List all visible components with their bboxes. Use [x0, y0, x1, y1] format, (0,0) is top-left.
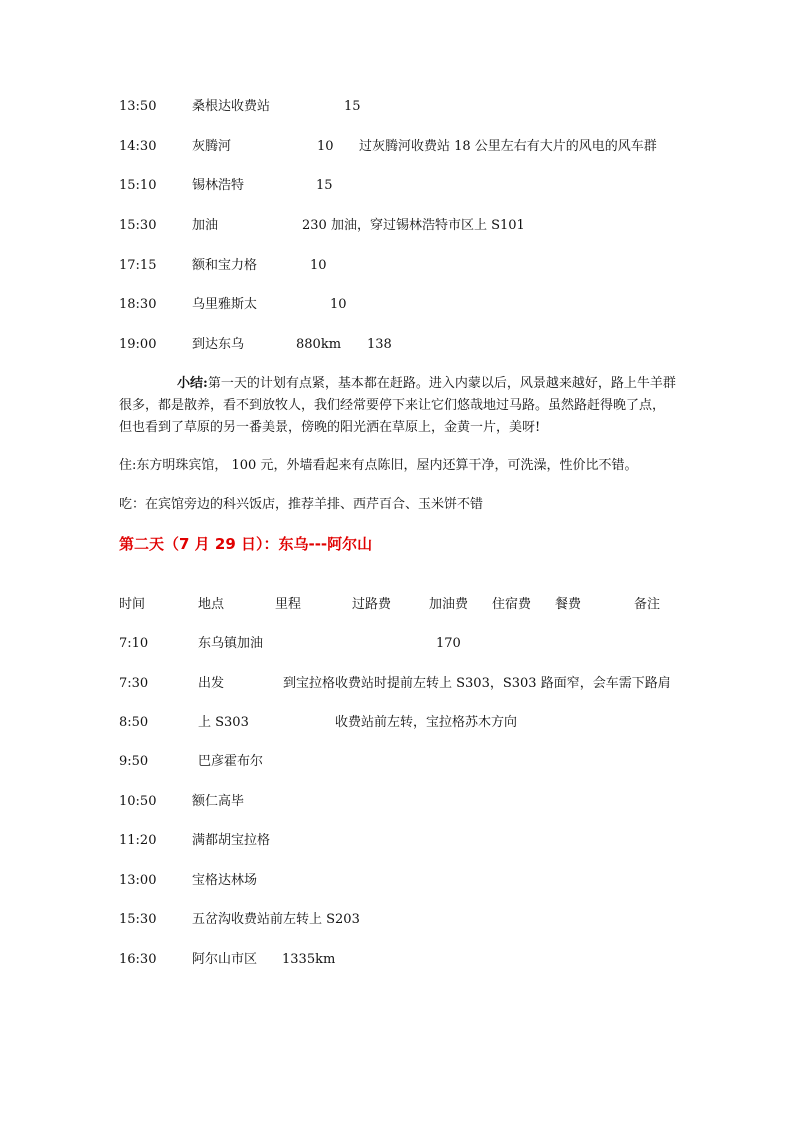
row-place: 额和宝力格 [192, 258, 258, 273]
row-time: 14:30 [119, 139, 157, 154]
row-time: 15:30 [119, 218, 157, 233]
row-value: 10 [317, 139, 334, 154]
row-place: 加油 [192, 218, 219, 233]
column-header-place: 地点 [198, 597, 225, 612]
row-value: 15 [344, 99, 361, 114]
row-value: 230 加油，穿过锡林浩特市区上 S101 [302, 218, 525, 233]
row-place: 出发 [198, 676, 225, 691]
row-place: 灰腾河 [192, 139, 232, 154]
row-place: 锡林浩特 [192, 178, 245, 193]
eat-info: 吃：在宾馆旁边的科兴饭店，推荐羊排、西芹百合、玉米饼不错 [119, 497, 484, 512]
row-place: 乌里雅斯太 [192, 297, 258, 312]
row-place: 到达东乌 [192, 337, 245, 352]
row-place: 五岔沟收费站前左转上 S203 [192, 912, 360, 927]
row-place: 宝格达林场 [192, 873, 258, 888]
row-time: 13:00 [119, 873, 157, 888]
day2-heading: 第二天（7 月 29 日）：东乌---阿尔山 [119, 535, 373, 553]
row-extra: 1335km [282, 952, 336, 967]
row-time: 8:50 [119, 715, 149, 730]
row-place: 额仁高毕 [192, 794, 245, 809]
row-extra: 收费站前左转，宝拉格苏木方向 [335, 715, 518, 730]
row-place: 上 S303 [198, 715, 249, 730]
row-time: 11:20 [119, 833, 157, 848]
row-time: 7:10 [119, 636, 149, 651]
row-value: 880km [296, 337, 342, 352]
row-place: 阿尔山市区 [192, 952, 258, 967]
row-place: 东乌镇加油 [198, 636, 264, 651]
row-value: 10 [330, 297, 347, 312]
summary-paragraph [119, 373, 677, 439]
row-place: 桑根达收费站 [192, 99, 271, 114]
row-place: 巴彦霍布尔 [198, 754, 264, 769]
row-note: 过灰腾河收费站 18 公里左右有大片的风电的风车群 [359, 139, 657, 154]
column-header-lodging: 住宿费 [492, 597, 532, 612]
summary-text: 第一天的计划有点紧，基本都在赶路。进入内蒙以后，风景越来越好，路上牛羊群很多，都是散养，看不到放牧人，我们经常要停下来让它们悠哉地过马路。虽然路赶得晚了点，但也看到了草原的另一番美景，傍晚的阳光洒在草原上，金黄一片，美呀! [119, 376, 676, 435]
row-time: 7:30 [119, 676, 149, 691]
column-header-notes: 备注 [634, 597, 661, 612]
row-place: 满都胡宝拉格 [192, 833, 271, 848]
row-value: 15 [316, 178, 333, 193]
column-header-distance: 里程 [275, 597, 302, 612]
row-time: 10:50 [119, 794, 157, 809]
row-time: 9:50 [119, 754, 149, 769]
row-time: 18:30 [119, 297, 157, 312]
column-header-meals: 餐费 [555, 597, 582, 612]
row-note: 138 [367, 337, 392, 352]
row-value: 10 [310, 258, 327, 273]
row-extra: 到宝拉格收费站时提前左转上 S303，S303 路面窄，会车需下路肩 [283, 676, 671, 691]
row-time: 15:30 [119, 912, 157, 927]
row-time: 13:50 [119, 99, 157, 114]
row-time: 16:30 [119, 952, 157, 967]
row-extra: 170 [436, 636, 461, 651]
row-time: 19:00 [119, 337, 157, 352]
column-header-fuel: 加油费 [429, 597, 469, 612]
column-header-time: 时间 [119, 597, 146, 612]
stay-info: 住:东方明珠宾馆， 100 元，外墙看起来有点陈旧，屋内还算干净，可洗澡，性价比不错。 [119, 458, 638, 473]
row-time: 15:10 [119, 178, 157, 193]
column-header-toll: 过路费 [352, 597, 392, 612]
row-time: 17:15 [119, 258, 157, 273]
summary-label: 小结: [177, 376, 208, 391]
